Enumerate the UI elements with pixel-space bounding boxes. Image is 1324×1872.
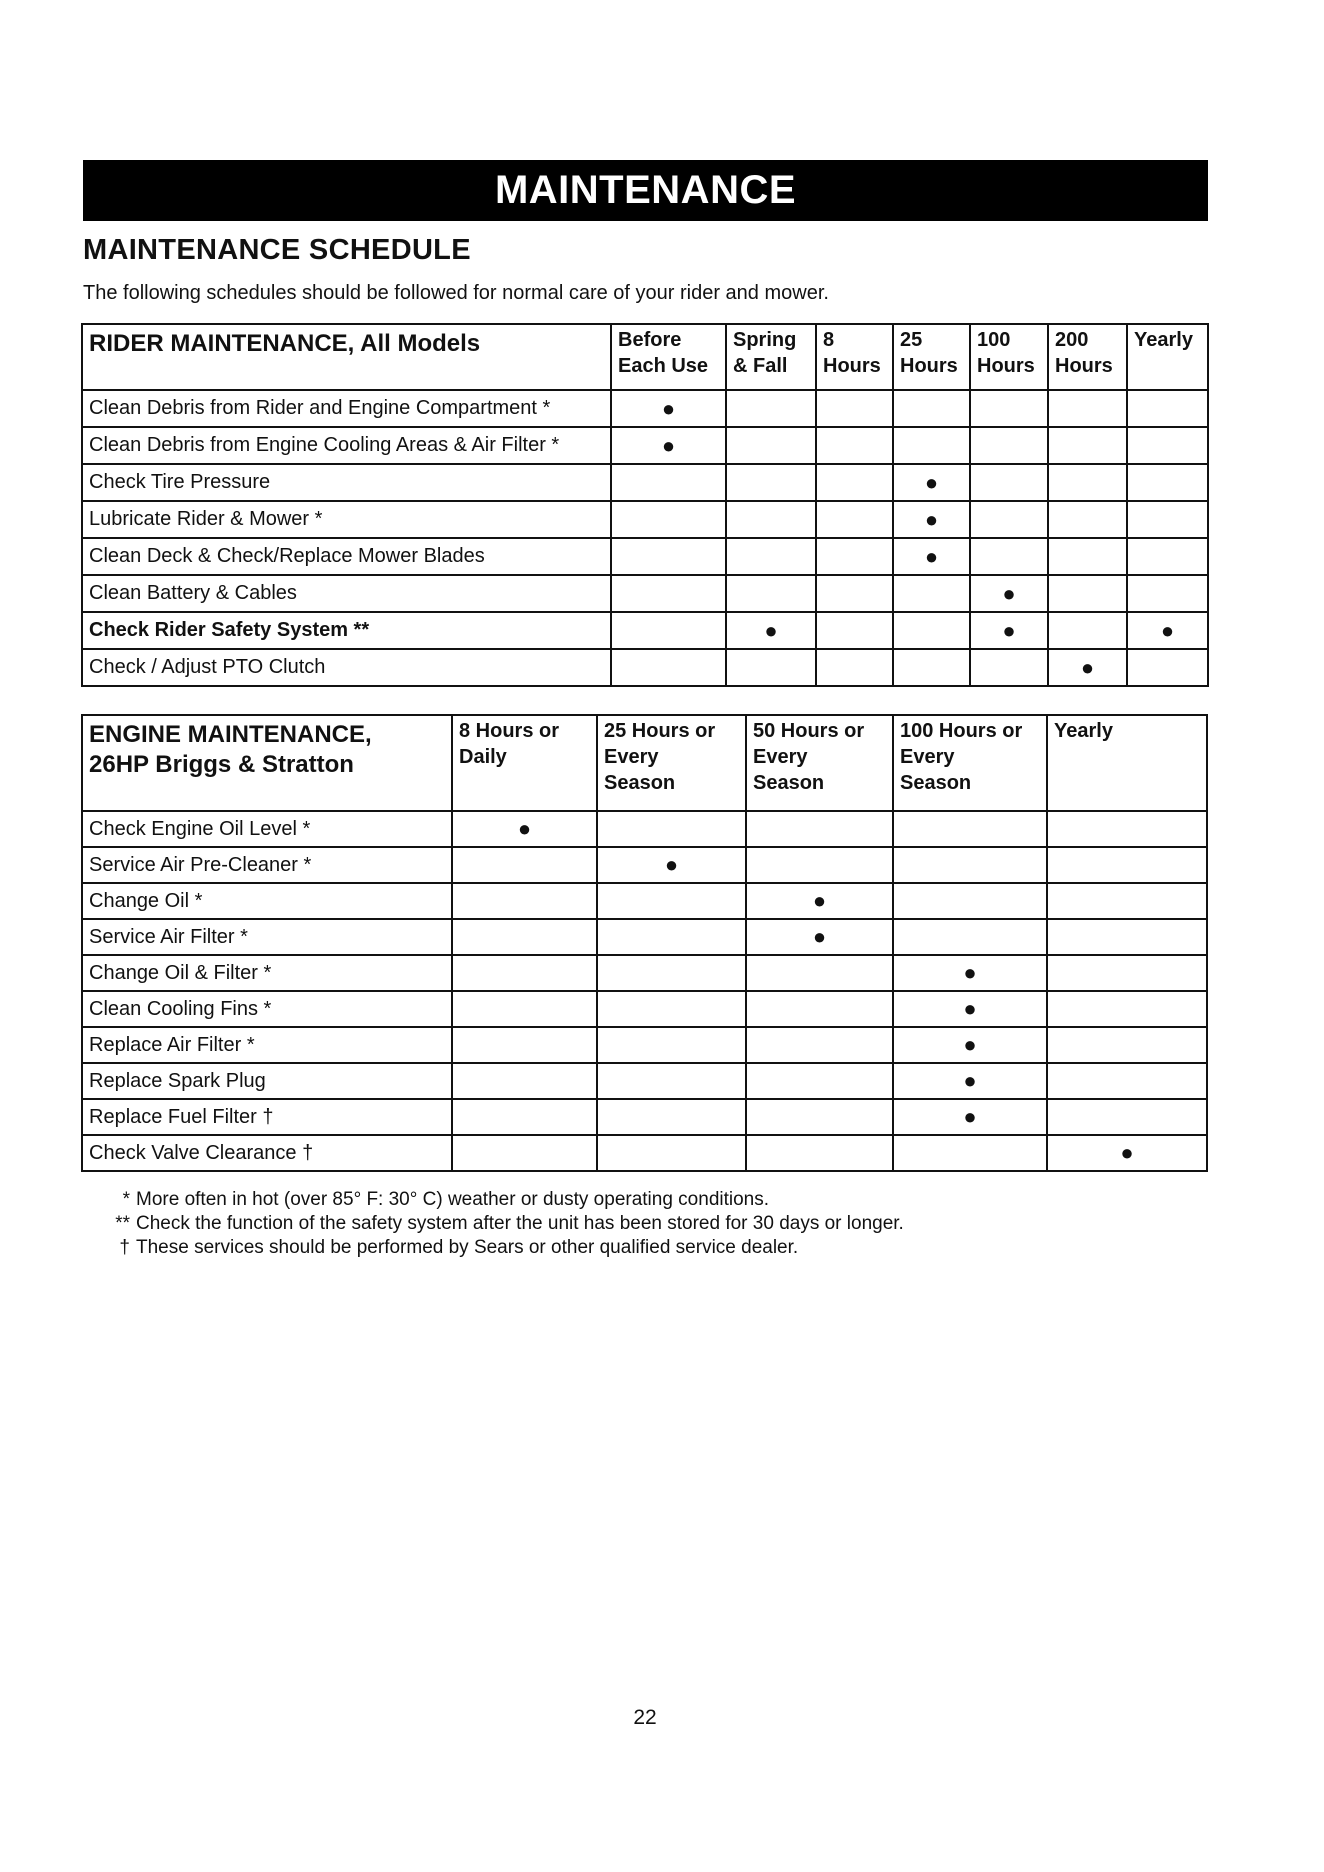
schedule-cell [1047, 1099, 1207, 1135]
rider-col-header-line: 8 [823, 329, 835, 351]
task-label: Clean Deck & Check/Replace Mower Blades [82, 538, 611, 575]
table-row [82, 538, 1208, 575]
task-label: Change Oil * [82, 883, 452, 919]
schedule-cell [611, 464, 726, 501]
schedule-cell [746, 847, 893, 883]
schedule-cell [1047, 847, 1207, 883]
engine-col-header [746, 715, 893, 811]
schedule-cell [893, 427, 970, 464]
engine-col-header-line: 100 Hours or [900, 720, 1023, 742]
schedule-cell [1047, 883, 1207, 919]
rider-col-header [611, 324, 726, 390]
schedule-dot-icon: ● [1002, 617, 1016, 643]
schedule-cell [611, 501, 726, 538]
task-label: Check Rider Safety System ** [82, 612, 611, 649]
schedule-cell [1127, 390, 1208, 427]
table-row [82, 847, 1207, 883]
schedule-cell [970, 501, 1048, 538]
rider-col-header [816, 324, 893, 390]
schedule-cell [597, 955, 746, 991]
rider-col-header-line: & Fall [733, 355, 788, 377]
task-label: Check Engine Oil Level * [82, 811, 452, 847]
schedule-cell [1127, 649, 1208, 686]
schedule-cell [970, 575, 1048, 612]
footnote-mark: * [122, 1189, 130, 1210]
footnote [100, 1212, 904, 1236]
rider-col-header-line: Hours [977, 355, 1035, 377]
schedule-cell [816, 464, 893, 501]
schedule-cell [746, 919, 893, 955]
engine-col-header-line: Season [604, 772, 676, 794]
schedule-dot-icon: ● [664, 852, 679, 877]
schedule-cell [1048, 390, 1127, 427]
schedule-cell [893, 649, 970, 686]
schedule-cell [1127, 464, 1208, 501]
schedule-cell [893, 919, 1047, 955]
rider-col-header [1127, 324, 1208, 390]
schedule-cell [1127, 501, 1208, 538]
footnote-mark: † [119, 1237, 130, 1258]
table-row [82, 575, 1208, 612]
engine-col-header-line: 50 Hours or [753, 720, 865, 742]
task-label: Change Oil & Filter * [82, 955, 452, 991]
engine-col-header [1047, 715, 1207, 811]
schedule-cell [746, 955, 893, 991]
schedule-cell [452, 919, 597, 955]
schedule-cell [893, 1063, 1047, 1099]
schedule-cell [970, 427, 1048, 464]
task-label: Check / Adjust PTO Clutch [82, 649, 611, 686]
schedule-cell [816, 538, 893, 575]
rider-col-header [1048, 324, 1127, 390]
schedule-cell [746, 1099, 893, 1135]
schedule-cell [1048, 427, 1127, 464]
task-label: Replace Spark Plug [82, 1063, 452, 1099]
schedule-cell [1127, 538, 1208, 575]
engine-table-header [82, 715, 1207, 811]
schedule-cell [893, 1135, 1047, 1171]
schedule-cell [816, 501, 893, 538]
schedule-cell [597, 1099, 746, 1135]
rider-maintenance-table [81, 323, 1209, 687]
schedule-cell [893, 538, 970, 575]
footnote-text: Check the function of the safety system after the unit has been stored for 30 days or longer. [136, 1213, 904, 1234]
rider-col-header-line: Hours [823, 355, 881, 377]
engine-table-title [82, 715, 452, 811]
schedule-dot-icon: ● [812, 888, 827, 913]
schedule-cell [452, 883, 597, 919]
schedule-cell [816, 427, 893, 464]
schedule-cell [1127, 575, 1208, 612]
table-row [82, 991, 1207, 1027]
table-row [82, 883, 1207, 919]
schedule-cell [611, 575, 726, 612]
rider-col-header-line: Yearly [1134, 329, 1193, 351]
rider-col-header-line: Spring [733, 329, 797, 351]
schedule-dot-icon: ● [963, 1068, 977, 1093]
schedule-cell [893, 464, 970, 501]
schedule-dot-icon: ● [963, 1104, 977, 1129]
schedule-cell [746, 811, 893, 847]
engine-col-header-line: Every [900, 746, 955, 768]
table-row [82, 955, 1207, 991]
schedule-cell [726, 538, 816, 575]
schedule-cell [816, 575, 893, 612]
schedule-cell [893, 991, 1047, 1027]
page-number: 22 [633, 1706, 657, 1729]
schedule-dot-icon: ● [661, 395, 676, 421]
schedule-cell [597, 1135, 746, 1171]
schedule-cell [970, 538, 1048, 575]
table-row [82, 1027, 1207, 1063]
schedule-cell [970, 390, 1048, 427]
schedule-cell [970, 612, 1048, 649]
task-label: Clean Debris from Engine Cooling Areas & Air Filter * [82, 427, 611, 464]
rider-col-header [893, 324, 970, 390]
table-row [82, 427, 1208, 464]
schedule-cell [746, 1063, 893, 1099]
schedule-dot-icon: ● [1160, 617, 1175, 643]
schedule-cell [893, 811, 1047, 847]
schedule-cell [452, 811, 597, 847]
schedule-cell [726, 427, 816, 464]
schedule-cell [1127, 612, 1208, 649]
schedule-cell [1048, 575, 1127, 612]
engine-col-header [452, 715, 597, 811]
schedule-cell [597, 1027, 746, 1063]
rider-col-header [970, 324, 1048, 390]
schedule-cell [1048, 501, 1127, 538]
table-row [82, 501, 1208, 538]
footnote [100, 1236, 904, 1260]
task-label: Lubricate Rider & Mower * [82, 501, 611, 538]
schedule-cell [893, 612, 970, 649]
engine-col-header-line: Season [753, 772, 825, 794]
schedule-cell [611, 538, 726, 575]
task-label: Service Air Filter * [82, 919, 452, 955]
schedule-cell [726, 501, 816, 538]
engine-maintenance-table [81, 714, 1208, 1172]
schedule-cell [893, 1099, 1047, 1135]
schedule-cell [746, 883, 893, 919]
rider-col-header [726, 324, 816, 390]
rider-table-title: RIDER MAINTENANCE, All Models [82, 324, 611, 390]
footnotes [100, 1188, 904, 1260]
schedule-cell [893, 1027, 1047, 1063]
schedule-cell [1047, 919, 1207, 955]
footnote-mark: ** [115, 1213, 130, 1234]
schedule-dot-icon: ● [661, 432, 676, 458]
schedule-cell [893, 501, 970, 538]
rider-col-header-line: Before [618, 329, 682, 351]
schedule-dot-icon: ● [963, 960, 977, 985]
schedule-cell [726, 612, 816, 649]
section-title: MAINTENANCE SCHEDULE [83, 234, 471, 266]
table-row [82, 464, 1208, 501]
table-row [82, 919, 1207, 955]
rider-col-header-line: 200 [1055, 329, 1089, 351]
engine-col-header-line: Daily [459, 746, 507, 768]
engine-title-line2: 26HP Briggs & Stratton [89, 751, 354, 778]
engine-col-header [893, 715, 1047, 811]
schedule-cell [893, 847, 1047, 883]
task-label: Replace Fuel Filter † [82, 1099, 452, 1135]
task-label: Check Valve Clearance † [82, 1135, 452, 1171]
schedule-cell [1047, 1063, 1207, 1099]
schedule-cell [452, 1135, 597, 1171]
task-label: Clean Cooling Fins * [82, 991, 452, 1027]
schedule-cell [1127, 427, 1208, 464]
schedule-cell [746, 1027, 893, 1063]
schedule-cell [1048, 612, 1127, 649]
schedule-dot-icon: ● [517, 816, 532, 841]
schedule-cell [452, 1063, 597, 1099]
schedule-cell [1047, 991, 1207, 1027]
table-row [82, 649, 1208, 686]
schedule-cell [970, 649, 1048, 686]
schedule-cell [726, 390, 816, 427]
footnote [100, 1188, 904, 1212]
schedule-cell [1048, 538, 1127, 575]
schedule-cell [816, 649, 893, 686]
engine-col-header [597, 715, 746, 811]
schedule-cell [893, 390, 970, 427]
table-row [82, 612, 1208, 649]
page-banner: MAINTENANCE [83, 160, 1208, 221]
schedule-cell [746, 991, 893, 1027]
schedule-cell [1047, 955, 1207, 991]
task-label: Service Air Pre-Cleaner * [82, 847, 452, 883]
schedule-cell [611, 649, 726, 686]
engine-col-header-line: 25 Hours or [604, 720, 716, 742]
rider-table-header [82, 324, 1208, 390]
schedule-cell [1048, 464, 1127, 501]
schedule-cell [611, 427, 726, 464]
schedule-cell [597, 811, 746, 847]
schedule-dot-icon: ● [963, 1032, 977, 1057]
schedule-cell [893, 883, 1047, 919]
schedule-cell [611, 390, 726, 427]
engine-col-header-line: 8 Hours or [459, 720, 560, 742]
schedule-cell [452, 991, 597, 1027]
table-row [82, 1099, 1207, 1135]
schedule-dot-icon: ● [924, 543, 939, 569]
schedule-cell [452, 847, 597, 883]
rider-col-header-line: 25 [900, 329, 923, 351]
engine-title-line1: ENGINE MAINTENANCE, [89, 721, 372, 748]
schedule-cell [597, 883, 746, 919]
schedule-cell [726, 464, 816, 501]
rider-col-header-line: Hours [1055, 355, 1113, 377]
schedule-cell [816, 390, 893, 427]
schedule-cell [893, 955, 1047, 991]
schedule-cell [726, 649, 816, 686]
table-row [82, 811, 1207, 847]
schedule-cell [597, 991, 746, 1027]
table-row [82, 1135, 1207, 1171]
schedule-cell [970, 464, 1048, 501]
schedule-cell [452, 1099, 597, 1135]
task-label: Clean Debris from Rider and Engine Compartment * [82, 390, 611, 427]
rider-col-header-line: 100 [977, 329, 1011, 351]
schedule-cell [1047, 811, 1207, 847]
schedule-dot-icon: ● [1120, 1140, 1134, 1165]
task-label: Check Tire Pressure [82, 464, 611, 501]
schedule-cell [726, 575, 816, 612]
engine-col-header-line: Season [900, 772, 972, 794]
schedule-dot-icon: ● [924, 506, 939, 532]
schedule-cell [1047, 1027, 1207, 1063]
schedule-dot-icon: ● [924, 469, 939, 495]
schedule-cell [452, 955, 597, 991]
engine-col-header-line: Yearly [1054, 720, 1113, 742]
schedule-dot-icon: ● [1002, 580, 1016, 606]
schedule-cell [1048, 649, 1127, 686]
table-row [82, 390, 1208, 427]
schedule-cell [611, 612, 726, 649]
footnote-text: More often in hot (over 85° F: 30° C) weather or dusty operating conditions. [136, 1189, 770, 1210]
task-label: Replace Air Filter * [82, 1027, 452, 1063]
table-row [82, 1063, 1207, 1099]
schedule-cell [746, 1135, 893, 1171]
engine-col-header-line: Every [753, 746, 808, 768]
rider-col-header-line: Hours [900, 355, 958, 377]
footnote-text: These services should be performed by Sears or other qualified service dealer. [136, 1237, 799, 1258]
intro-text: The following schedules should be followed for normal care of your rider and mower. [83, 282, 829, 304]
schedule-cell [597, 1063, 746, 1099]
rider-col-header-line: Each Use [618, 355, 709, 377]
schedule-cell [1047, 1135, 1207, 1171]
schedule-dot-icon: ● [764, 617, 778, 643]
schedule-dot-icon: ● [963, 996, 977, 1021]
engine-col-header-line: Every [604, 746, 659, 768]
schedule-cell [597, 847, 746, 883]
schedule-dot-icon: ● [1080, 654, 1095, 680]
task-label: Clean Battery & Cables [82, 575, 611, 612]
schedule-dot-icon: ● [812, 924, 827, 949]
schedule-cell [816, 612, 893, 649]
schedule-cell [893, 575, 970, 612]
schedule-cell [597, 919, 746, 955]
schedule-cell [452, 1027, 597, 1063]
